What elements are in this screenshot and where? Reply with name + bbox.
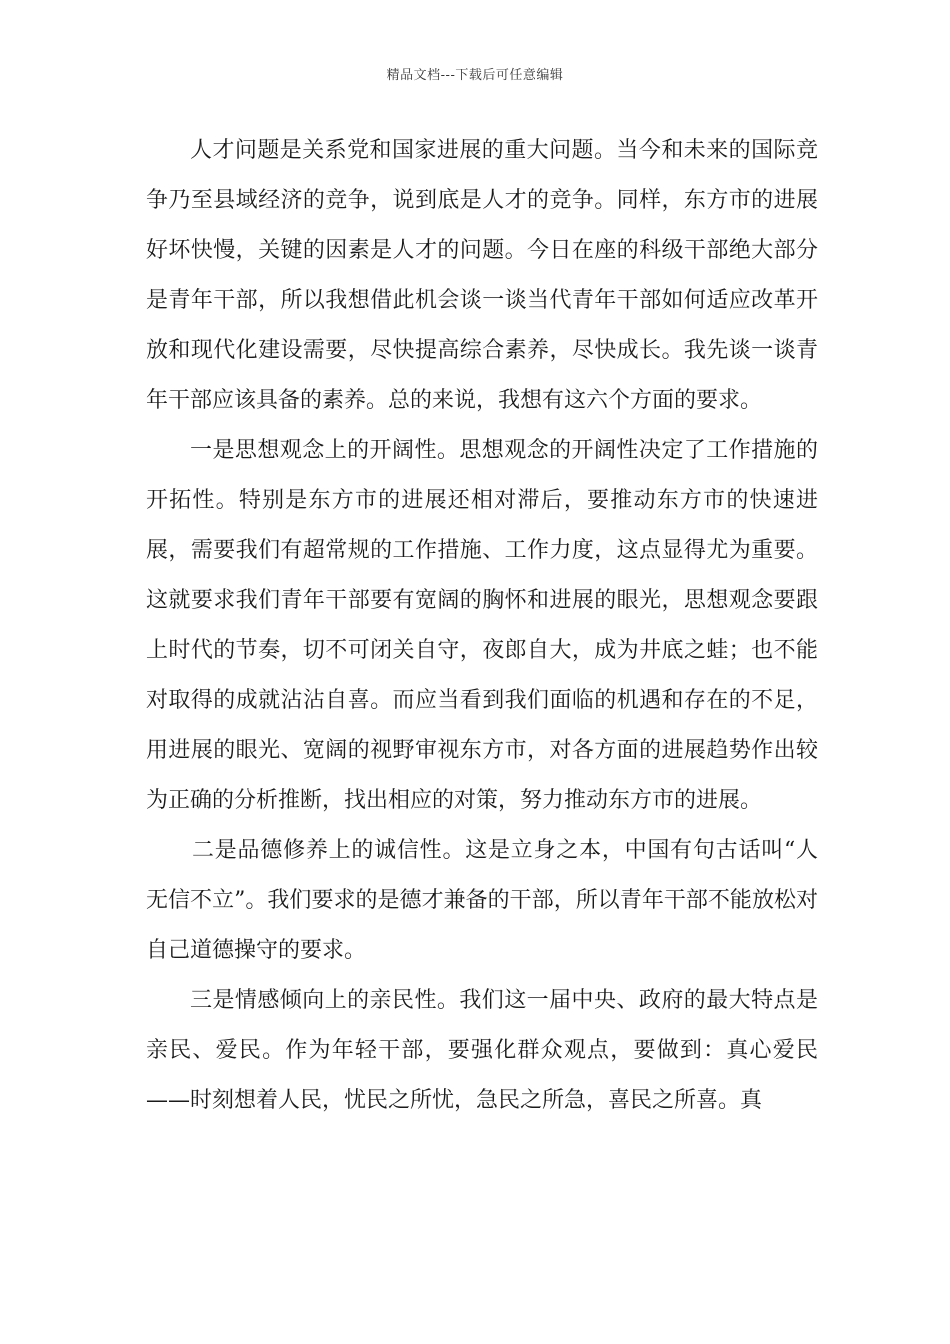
paragraph-1: 人才问题是关系党和国家进展的重大问题。当今和未来的国际竞争乃至县域经济的竞争，说到底是人才的竞争。同样，东方市的进展好坏快慢，关键的因素是人才的问题。今日在座的科级干部绝大部分是青年干部，所以我想借此机会谈一谈当代青年干部如何适应改革开放和现代化建设需要，尽快提高综合素养，尽快成长。我先谈一谈青年干部应该具备的素养。总的来说，我想有这六个方面的要求。 bbox=[146, 138, 818, 413]
document-body bbox=[146, 126, 818, 1126]
paragraph-2: 一是思想观念上的开阔性。思想观念的开阔性决定了工作措施的开拓性。特别是东方市的进展还相对滞后，要推动东方市的快速进展，需要我们有超常规的工作措施、工作力度，这点显得尤为重要。这就要求我们青年干部要有宽阔的胸怀和进展的眼光，思想观念要跟上时代的节奏，切不可闭关自守，夜郎自大，成为井底之蛙；也不能对取得的成就沾沾自喜。而应当看到我们面临的机遇和存在的不足，用进展的眼光、宽阔的视野审视东方市，对各方面的进展趋势作出较为正确的分析推断，找出相应的对策，努力推动东方市的进展。 bbox=[146, 438, 818, 813]
page-header: 精品文档---下载后可任意编辑 bbox=[386, 68, 564, 83]
paragraph-4: 三是情感倾向上的亲民性。我们这一届中央、政府的最大特点是亲民、爱民。作为年轻干部，要强化群众观点，要做到：真心爱民——时刻想着人民，忧民之所忧，急民之所急，喜民之所喜。真 bbox=[146, 988, 818, 1113]
paragraph-3: 二是品德修养上的诚信性。这是立身之本，中国有句古话叫“人无信不立”。我们要求的是德才兼备的干部，所以青年干部不能放松对自己道德操守的要求。 bbox=[146, 838, 818, 963]
